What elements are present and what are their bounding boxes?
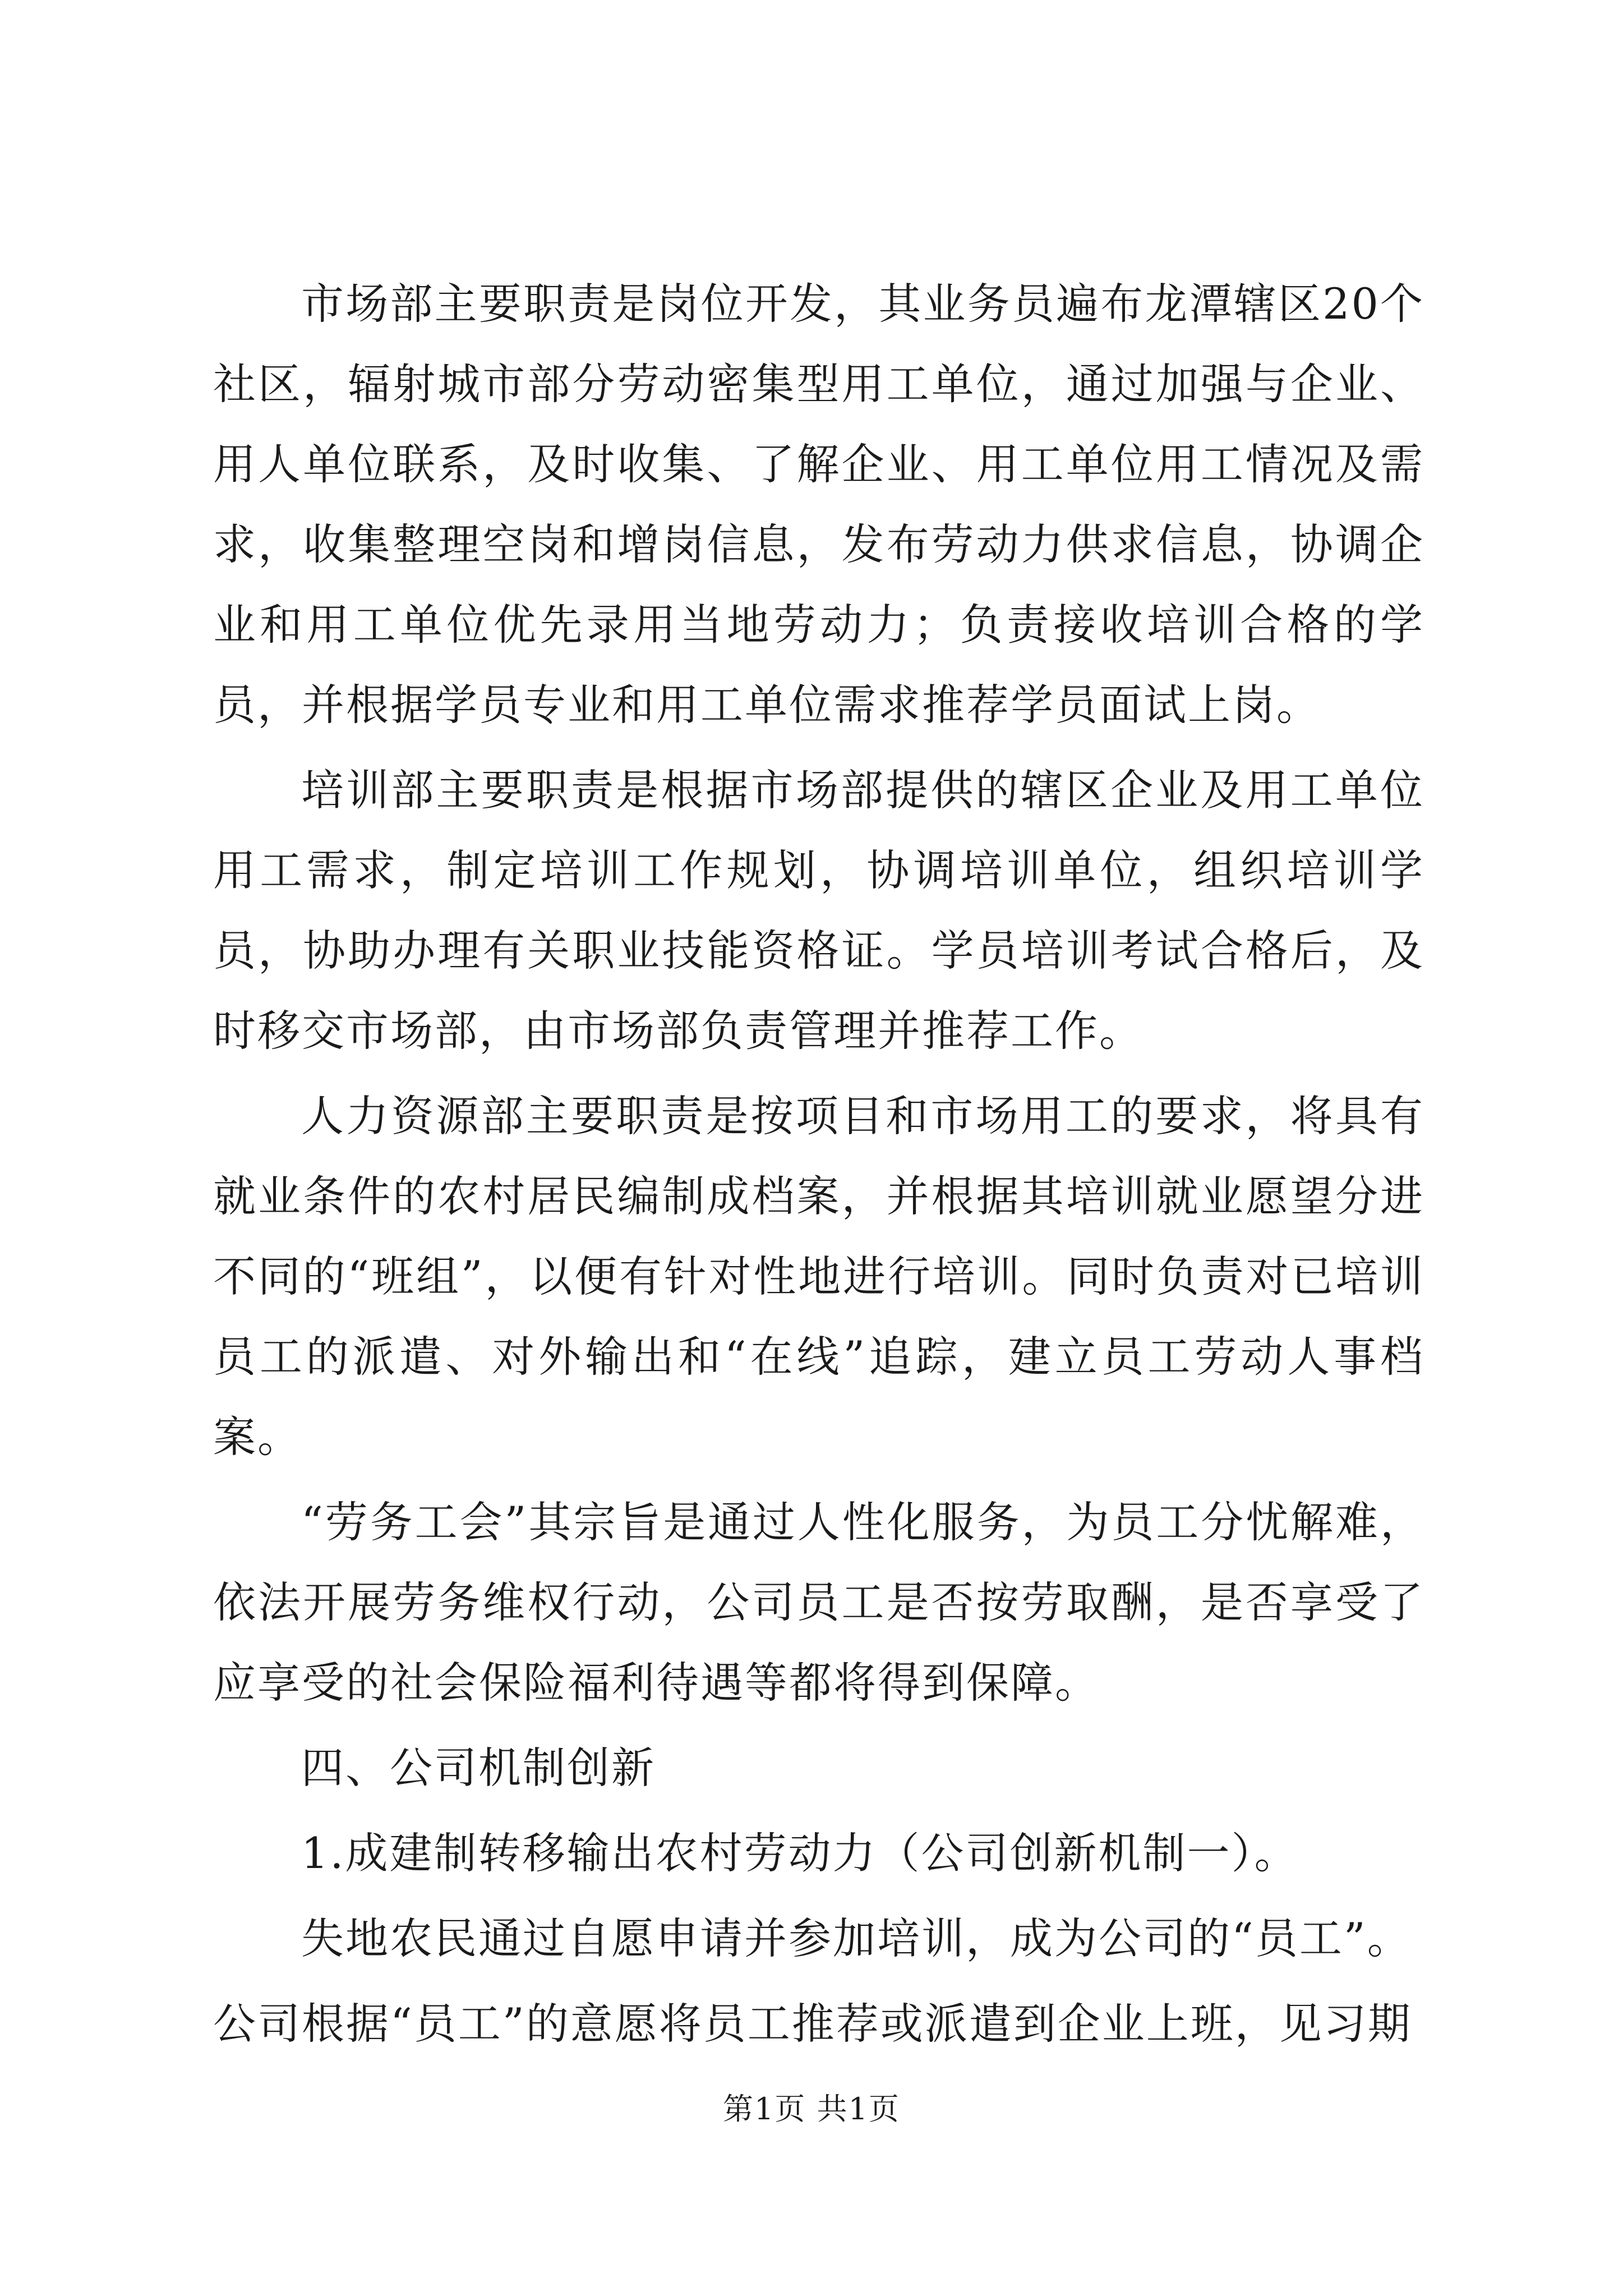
paragraph-labor-union: “劳务工会”其宗旨是通过人性化服务，为员工分忧解难，依法开展劳务维权行动，公司员工是否按劳取酬，是否享受了应享受的社会保险福利待遇等都将得到保障。 <box>213 1497 1424 1708</box>
section-heading-mechanism-innovation: 四、公司机制创新 <box>301 1743 656 1793</box>
document-body <box>213 264 1424 2069</box>
paragraph-farmers-training: 失地农民通过自愿申请并参加培训，成为公司的“员工”。 <box>301 1913 1412 1963</box>
paragraph-training-department: 培训部主要职责是根据市场部提供的辖区企业及用工单位用工需求，制定培训工作规划，协调培训单位，组织培训学员，协助办理有关职业技能资格证。学员培训考试合格后，及时移交市场部，由市场部负责管理并推荐工作。 <box>213 765 1424 1056</box>
paragraph-company-dispatch: 公司根据“员工”的意愿将员工推荐或派遣到企业上班，见习期 <box>213 1999 1412 2049</box>
paragraph-market-department: 市场部主要职责是岗位开发，其业务员遍布龙潭辖区20个社区，辐射城市部分劳动密集型用工单位，通过加强与企业、用人单位联系，及时收集、了解企业、用工单位用工情况及需求，收集整理空岗和增岗信息，发布劳动力供求信息，协调企业和用工单位优先录用当地劳动力；负责接收培训合格的学员，并根据学员专业和用工单位需求推荐学员面试上岗。 <box>213 279 1424 730</box>
subheading-mechanism-one: 1.成建制转移输出农村劳动力（公司创新机制一）。 <box>301 1828 1299 1878</box>
paragraph-hr-department: 人力资源部主要职责是按项目和市场用工的要求，将具有就业条件的农村居民编制成档案，并根据其培训就业愿望分进不同的“班组”，以便有针对性地进行培训。同时负责对已培训员工的派遣、对外输出和“在线”追踪，建立员工劳动人事档案。 <box>213 1091 1424 1462</box>
page-footer: 第1页 共1页 <box>723 2091 900 2127</box>
